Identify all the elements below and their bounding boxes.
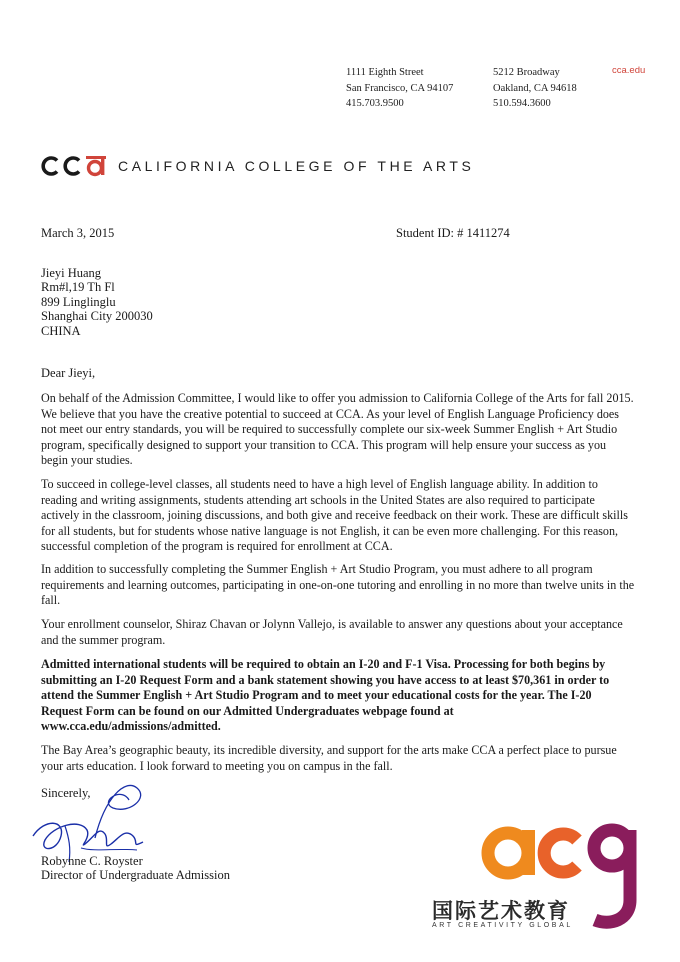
address-line: 5212 Broadway [493, 67, 560, 78]
college-header [40, 153, 474, 179]
recipient-line: Rm#l,19 Th Fl [41, 280, 115, 295]
address-phone: 510.594.3600 [493, 98, 551, 109]
address-phone: 415.703.9500 [346, 98, 404, 109]
paragraph-english-requirement: To succeed in college-level classes, all students need to have a high level of English language ability. In addition to reading and writing assignments, students attending art schools in the United States are also required to participate actively in the classroom, joining discussions, and both give and receive feedback on their work. These are difficult skills for all students, but for students whose native language is not English, it can be even more challenging. For this reason, successful completion of the program is required for enrollment at CCA. [41, 477, 628, 554]
signer-name: Robynne C. Royster [41, 854, 143, 868]
closing: Sincerely, [41, 786, 91, 800]
address-line: San Francisco, CA 94107 [346, 82, 454, 94]
address-san-francisco [346, 65, 453, 112]
paragraph-program-requirements: In addition to successfully completing the Summer English + Art Studio Program, you must adhere to all program requirements and learning outcomes, participating in one-on-one tutoring and enrolling in no more than twelve units in the fall. [41, 562, 635, 608]
paragraph-closing-remarks: The Bay Area’s geographic beauty, its incredible diversity, and support for the arts make CCA a perfect place to pursue your arts education. I look forward to meeting you on campus in the fall. [41, 743, 617, 773]
student-id: Student ID: # 1411274 [396, 226, 510, 240]
letter-date: March 3, 2015 [41, 226, 115, 240]
recipient-name: Jieyi Huang [41, 266, 102, 280]
recipient-country: CHINA [41, 323, 81, 338]
recipient-line: 899 Linglinglu [41, 294, 116, 309]
acg-chinese-name: 国际艺术教育 [432, 899, 570, 923]
paragraph-enrollment-counselor: Your enrollment counselor, Shiraz Chavan or Jolynn Vallejo, is available to answer any questions about your acceptance and the summer program. [41, 617, 623, 647]
signer-title: Director of Undergraduate Admission [41, 868, 230, 883]
recipient-address [41, 266, 153, 338]
college-name: CALIFORNIA COLLEGE OF THE ARTS [118, 158, 475, 174]
address-line: Oakland, CA 94618 [493, 82, 577, 94]
cca-logo-icon [40, 153, 110, 179]
address-line: 1111 Eighth Street [346, 67, 424, 78]
paragraph-admission-offer: On behalf of the Admission Committee, I would like to offer you admission to California College of the Arts for fall 2015. We believe that you have the creative potential to succeed at CCA. As your level of English Language Proficiency does not meet our entry standards, you will be required to successfully complete our six-week Summer English + Art Studio program, specifically designed to support your transition to CCA. This program will help ensure your success as you begin your studies. [41, 391, 634, 468]
website-link[interactable]: cca.edu [612, 65, 646, 76]
recipient-line: Shanghai City 200030 [41, 309, 153, 324]
signer-block [41, 854, 230, 882]
paragraph-visa-requirements: Admitted international students will be required to obtain an I-20 and F-1 Visa. Processing for both begins by submitting an I-20 Request Form and a bank statement showing you have access to at least $70,361 in order to attend the Summer English + Art Studio Program and to meet your educational costs for the year. The I-20 Request Form can be found on our Admitted Undergraduates webpage found at www.cca.edu/admissions/admitted. [41, 657, 610, 734]
greeting: Dear Jieyi, [41, 366, 96, 380]
acg-english-name: ART CREATIVITY GLOBAL [432, 922, 573, 929]
address-oakland [493, 65, 577, 112]
